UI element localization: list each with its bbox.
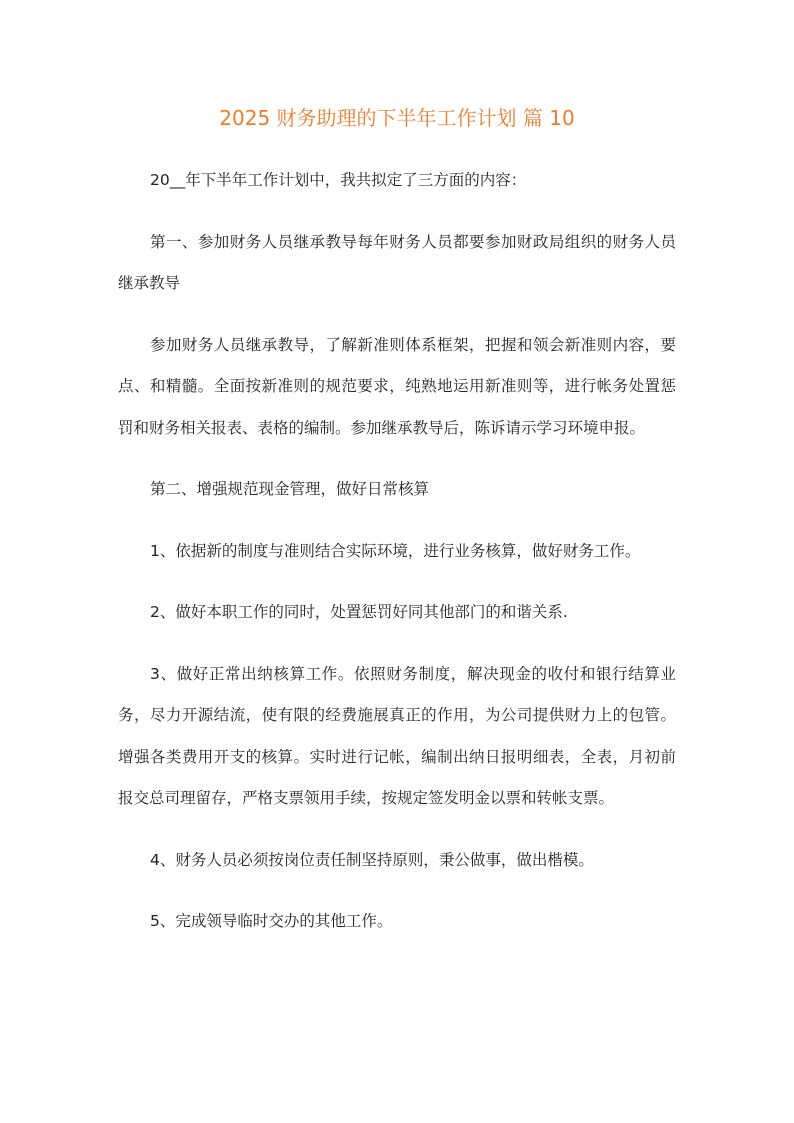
document-title: 2025 财务助理的下半年工作计划 篇 10 bbox=[219, 106, 575, 130]
paragraph-section-one-body bbox=[118, 325, 676, 450]
document-body bbox=[118, 160, 676, 963]
list-item-3 bbox=[118, 654, 676, 820]
list-item-2 bbox=[118, 592, 676, 634]
paragraph-section-one-heading bbox=[118, 222, 676, 305]
paragraph-section-two-heading bbox=[118, 469, 676, 511]
list-item-4 bbox=[118, 840, 676, 882]
paragraph-line: 参加财务人员继承教导，了解新准则体系框架，把握和领会新准则内容，要 bbox=[150, 335, 676, 354]
paragraph-line: 报交总司理留存，严格支票领用手续，按规定签发明金以票和转帐支票。 bbox=[118, 789, 615, 807]
paragraph-line: 第二、增强规范现金管理，做好日常核算 bbox=[150, 480, 430, 498]
paragraph-line: 2、做好本职工作的同时，处置惩罚好同其他部门的和谐关系. bbox=[150, 603, 568, 621]
paragraph-line: 第一、参加财务人员继承教导每年财务人员都要参加财政局组织的财务人员 bbox=[150, 232, 676, 251]
list-item-5 bbox=[118, 901, 676, 943]
paragraph-line: 继承教导 bbox=[118, 274, 181, 292]
paragraph-line: 1、依据新的制度与准则结合实际环境，进行业务核算，做好财务工作。 bbox=[150, 541, 641, 560]
paragraph-line: 5、完成领导临时交办的其他工作。 bbox=[150, 912, 393, 930]
paragraph-line: 增强各类费用开支的核算。实时进行记帐，编制出纳日报明细表，全表，月初前 bbox=[118, 747, 676, 766]
paragraph-line: 3、做好正常出纳核算工作。依照财务制度，解决现金的收付和银行结算业 bbox=[150, 664, 676, 683]
paragraph-intro bbox=[118, 160, 676, 202]
paragraph-line: 20__年下半年工作计划中，我共拟定了三方面的内容： bbox=[150, 171, 527, 189]
list-item-1 bbox=[118, 531, 676, 573]
paragraph-line: 务，尽力开源结流，使有限的经费施展真正的作用，为公司提供财力上的包管。 bbox=[118, 706, 676, 724]
paragraph-line: 4、财务人员必须按岗位责任制坚持原则，秉公做事，做出楷模。 bbox=[150, 850, 594, 869]
paragraph-line: 点、和精髓。全面按新准则的规范要求，纯熟地运用新准则等，进行帐务处置惩 bbox=[118, 377, 676, 395]
paragraph-line: 罚和财务相关报表、表格的编制。参加继承教导后，陈诉请示学习环境申报。 bbox=[118, 418, 646, 437]
